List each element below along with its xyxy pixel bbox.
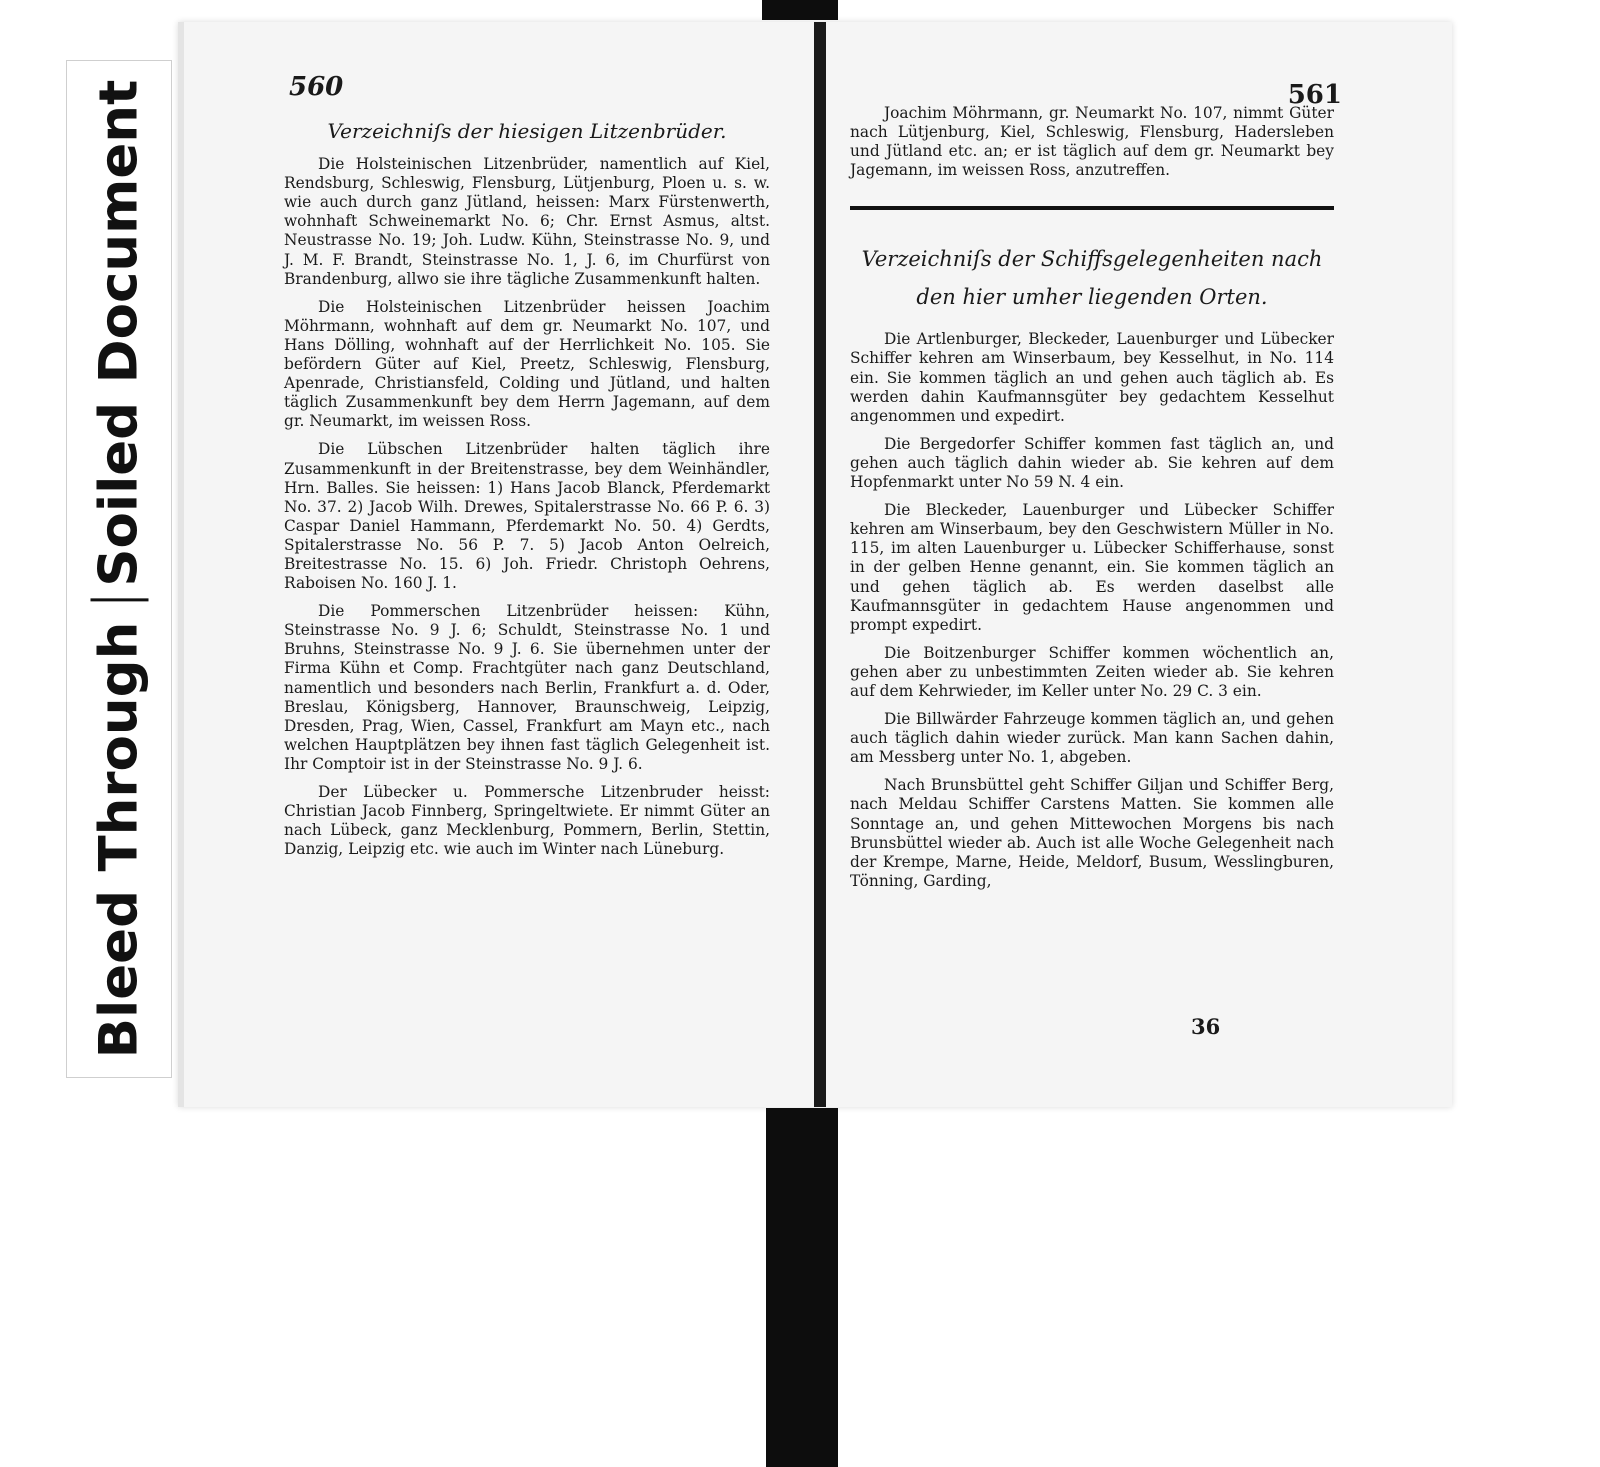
paragraph: Der Lübecker u. Pommersche Litzenbruder heisst: Christian Jacob Finnberg, Springeltwiete. Er nimmt Güter an nach Lübeck, ganz Mecklenburg, Pommern, Berlin, Stettin, Danzig, Leipzig etc. wie auch im Winter nach Lüneburg. <box>284 783 770 859</box>
paragraph: Die Artlenburger, Bleckeder, Lauenburger und Lübecker Schiffer kehren am Winserbaum, bey Kesselhut, in No. 114 ein. Sie kommen täglich an und gehen auch täglich ab. Es werden dahin Kaufmannsgüter bey gedachtem Kesselhut angenommen und expedirt. <box>850 330 1334 425</box>
signature-mark: 36 <box>1191 1014 1221 1039</box>
paragraph: Die Billwärder Fahrzeuge kommen täglich an, und gehen auch täglich dahin wieder zurück. Man kann Sachen dahin, am Messberg unter No. 1, abgeben. <box>850 710 1334 767</box>
right-page-text <box>850 104 1334 900</box>
binding-clip-top <box>762 0 838 20</box>
paragraph: Die Bergedorfer Schiffer kommen fast täglich an, und gehen auch täglich dahin wieder ab. Sie kehren auf dem Hopfenmarkt unter No 59 N. 4 ein. <box>850 434 1334 492</box>
right-page-number: 561 <box>1287 80 1342 110</box>
soiled-document-label: Soiled Document <box>88 79 150 587</box>
paragraph: Nach Brunsbüttel geht Schiffer Giljan und Schiffer Berg, nach Meldau Schiffer Carstens Matten. Sie kommen alle Sonntage an, und gehen Mittewochen Morgens bis nach Brunsbüttel wieder ab. Auch ist alle Woche Gelegenheit nach der Krempe, Marne, Heide, Meldorf, Busum, Wesslingburen, Tönning, Garding, <box>850 776 1334 890</box>
book-gutter <box>814 22 826 1107</box>
left-page-text <box>284 119 770 868</box>
scan-condition-text <box>89 80 150 1059</box>
left-page <box>184 22 820 1107</box>
label-separator <box>90 599 148 602</box>
paragraph: Die Holsteinischen Litzenbrüder heissen Joachim Möhrmann, wohnhaft auf dem gr. Neumarkt No. 107, und Hans Dölling, wohnhaft auf der Herrlichkeit No. 105. Sie befördern Güter auf Kiel, Preetz, Schleswig, Flensburg, Apenrade, Christiansfeld, Colding und Jütland, und halten täglich Zusammenkunft bey dem Herrn Jagemann, auf dem gr. Neumarkt, im weissen Ross. <box>284 297 770 431</box>
paragraph: Die Holsteinischen Litzenbrüder, namentlich auf Kiel, Rendsburg, Schleswig, Flensburg, Lütjenburg, Ploen u. s. w. wie auch durch ganz Jütland, heissen: Marx Fürstenwerth, wohnhaft Schweinemarkt No. 6; Chr. Ernst Asmus, altst. Neustrasse No. 19; Joh. Ludw. Kühn, Steinstrasse No. 9, und J. M. F. Brandt, Steinstrasse No. 1, J. 6, im Churfürst von Brandenburg, allwo sie ihre tägliche Zusammenkunft halten. <box>284 155 770 288</box>
binding-clip-bottom <box>766 1108 838 1467</box>
book-spread <box>178 22 1452 1107</box>
right-page-heading: Verzeichniſs der Schiffsgelegenheiten nach den hier umher liegenden Orten. <box>861 247 1323 310</box>
bleed-through-label: Bleed Through <box>88 621 150 1059</box>
right-page <box>826 22 1452 1107</box>
left-page-number: 560 <box>289 72 344 102</box>
paragraph: Die Bleckeder, Lauenburger und Lübecker Schiffer kehren am Winserbaum, bey den Geschwistern Müller in No. 115, im alten Lauenburger u. Lübecker Schifferhause, sonst in der gelben Henne genannt, ein. Sie kommen täglich an und gehen täglich ab. Es werden daselbst alle Kaufmannsgüter in gedachtem Hause angenommen und prompt expedirt. <box>850 501 1334 634</box>
left-page-heading: Verzeichniſs der hiesigen Litzenbrüder. <box>327 119 727 143</box>
section-divider <box>850 206 1334 210</box>
scan-condition-label <box>66 60 172 1078</box>
paragraph: Die Lübschen Litzenbrüder halten täglich ihre Zusammenkunft in der Breitenstrasse, bey dem Weinhändler, Hrn. Balles. Sie heissen: 1) Hans Jacob Blanck, Pferdemarkt No. 37. 2) Jacob Wilh. Drewes, Spitalerstrasse No. 66 P. 6. 3) Caspar Daniel Hammann, Pferdemarkt No. 50. 4) Gerdts, Spitalerstrasse No. 56 P. 7. 5) Jacob Anton Oelreich, Breitestrasse No. 15. 6) Joh. Friedr. Christoph Oehrens, Raboisen No. 160 J. 1. <box>284 440 770 593</box>
paragraph: Die Pommerschen Litzenbrüder heissen: Kühn, Steinstrasse No. 9 J. 6; Schuldt, Steinstrasse No. 1 und Bruhns, Steinstrasse No. 9 J. 6. Sie übernehmen unter der Firma Kühn et Comp. Frachtgüter nach ganz Deutschland, namentlich und besonders nach Berlin, Frankfurt a. d. Oder, Breslau, Königsberg, Hannover, Braunschweig, Leipzig, Dresden, Prag, Wien, Cassel, Frankfurt am Mayn etc., nach welchen Hauptplätzen bey ihnen fast täglich Gelegenheit ist. Ihr Comptoir ist in der Steinstrasse No. 9 J. 6. <box>284 602 770 773</box>
paragraph: Die Boitzenburger Schiffer kommen wöchentlich an, gehen aber zu unbestimmten Zeiten wieder ab. Sie kehren auf dem Kehrwieder, im Keller unter No. 29 C. 3 ein. <box>850 643 1334 700</box>
paragraph: Joachim Möhrmann, gr. Neumarkt No. 107, nimmt Güter nach Lütjenburg, Kiel, Schleswig, Flensburg, Hadersleben und Jütland etc. an; er ist täglich auf dem gr. Neumarkt bey Jagemann, im weissen Ross, anzutreffen. <box>850 104 1334 180</box>
